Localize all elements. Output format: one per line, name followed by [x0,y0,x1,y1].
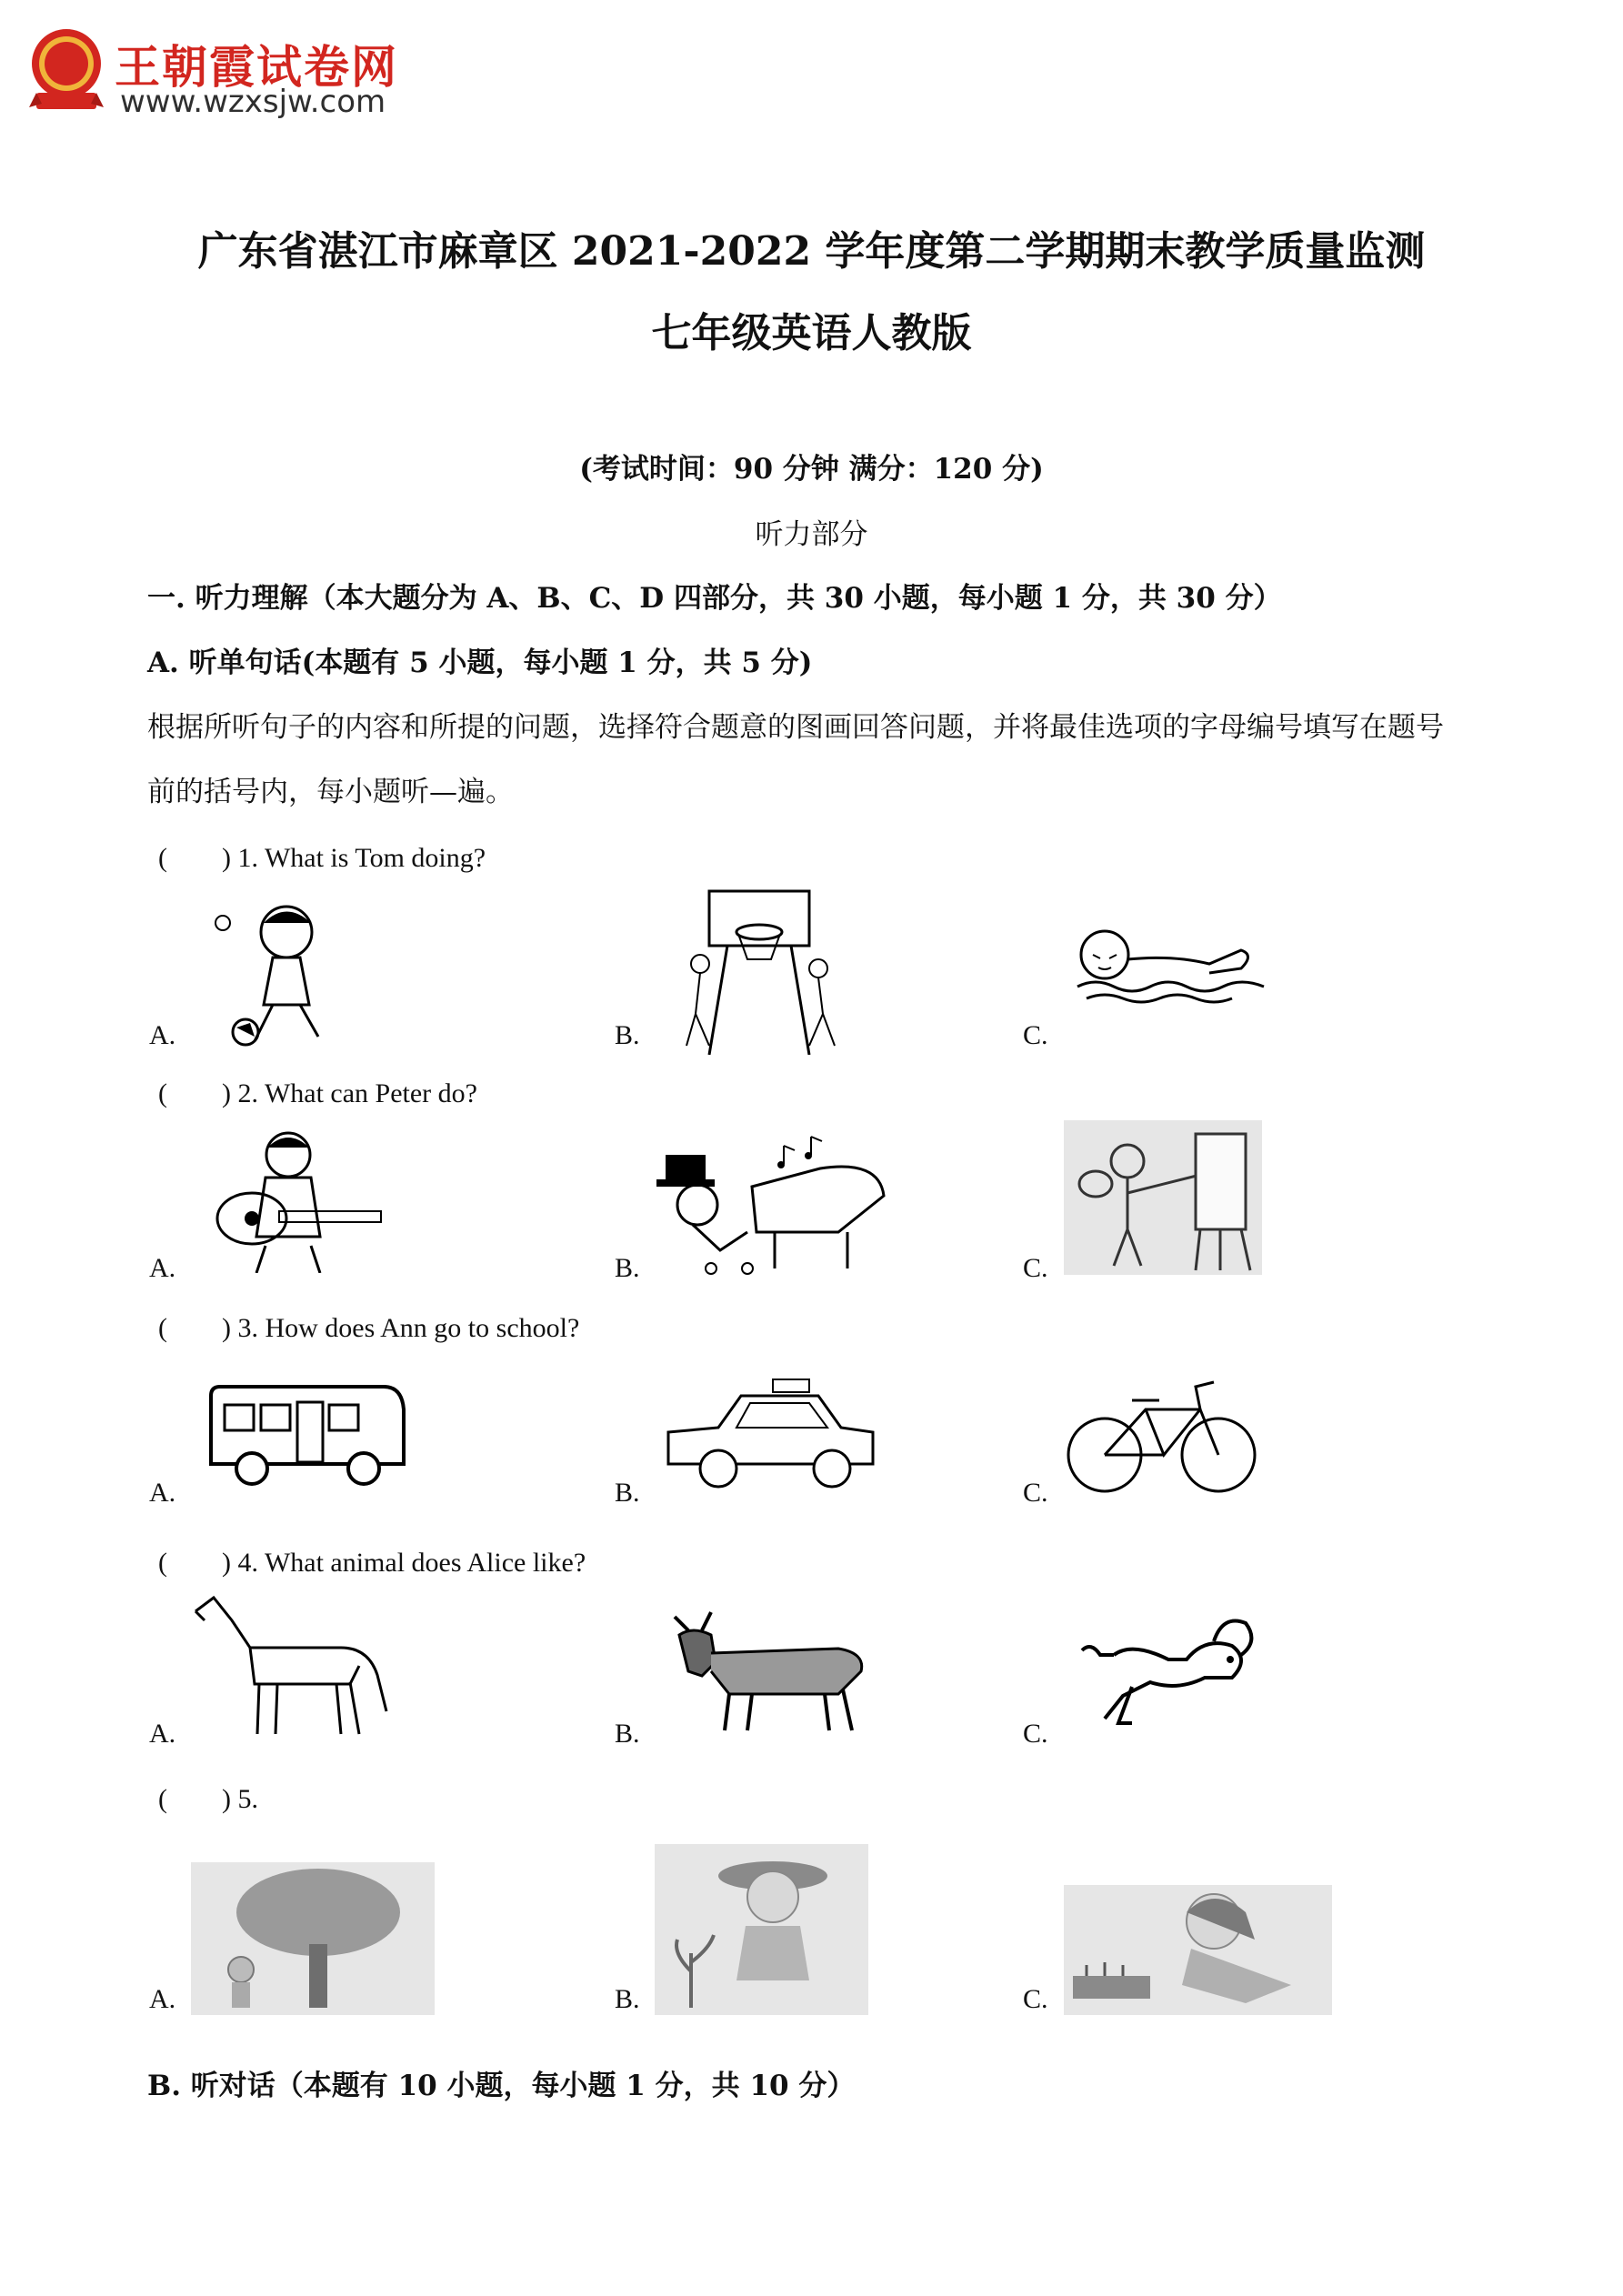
q5-option-b-label: B. [615,1984,640,2014]
question-3-text: ( ) 3. How does Ann go to school? [158,1313,580,1343]
q5-option-a-label: A. [149,1984,176,2014]
question-5-text: ( ) 5. [158,1784,258,1814]
q2-option-c-label: C. [1023,1253,1048,1283]
q1-option-a-label: A. [149,1020,176,1050]
q3-option-c-label: C. [1023,1478,1048,1508]
q3-option-b-label: B. [615,1478,640,1508]
exam-info: (考试时间：90 分钟 满分：120 分) [579,453,1044,486]
tree-icon [191,1862,435,2015]
site-logo [25,25,407,121]
q4-option-a-label: A. [149,1719,176,1749]
q2-option-b-label: B. [615,1253,640,1283]
man-playing-piano-icon [656,1132,888,1278]
q4-option-c-label: C. [1023,1719,1048,1749]
partA-instructions-line2: 前的括号内，每小题听—遍。 [147,776,514,808]
q4-option-b-label: B. [615,1719,640,1749]
person-swimming-icon [1073,918,1268,1005]
q2-option-a-label: A. [149,1253,176,1283]
q3-option-a-label: A. [149,1478,176,1508]
q5-option-c-label: C. [1023,1984,1048,2014]
horse-icon [186,1593,396,1739]
bus-icon [202,1382,411,1491]
bicycle-icon [1064,1373,1264,1500]
logo-badge-icon [25,25,107,116]
question-1-text: ( ) 1. What is Tom doing? [158,843,486,873]
girl-watering-plant-image [655,1844,868,2015]
girl-planting-image [1064,1885,1332,2015]
boy-playing-soccer-icon [200,896,364,1050]
site-url: www.wzxsjw.com [120,84,386,120]
watering-icon [655,1844,868,2015]
question-2-text: ( ) 2. What can Peter do? [158,1078,477,1108]
q1-option-c-label: C. [1023,1020,1048,1050]
girl-under-tree-image [191,1862,435,2015]
man-playing-guitar-icon [202,1128,384,1273]
part1-heading: 一. 听力理解（本大题分为 A、B、C、D 四部分，共 30 小题，每小题 1 分，共 30 分） [147,582,1282,615]
section-label: 听力部分 [755,518,868,551]
partB-heading: B. 听对话（本题有 10 小题，每小题 1 分，共 10 分） [147,2070,856,2102]
site-name: 王朝霞试卷网 [115,41,398,94]
kids-playing-basketball-icon [673,887,846,1055]
goat-icon [656,1608,875,1735]
exam-title-line2: 七年级英语人教版 [651,310,972,356]
dog-icon [1077,1614,1282,1732]
question-4-text: ( ) 4. What animal does Alice like? [158,1548,586,1578]
partA-heading: A. 听单句话(本题有 5 小题，每小题 1 分，共 5 分) [147,647,813,679]
man-painting-image [1064,1120,1262,1275]
man-painting-icon [1064,1120,1262,1275]
exam-title-line1: 广东省湛江市麻章区 2021-2022 学年度第二学期期末教学质量监测 [197,228,1426,275]
partA-instructions-line1: 根据所听句子的内容和所提的问题，选择符合题意的图画回答问题，并将最佳选项的字母编号填写在题号 [147,711,1444,744]
planting-icon [1064,1885,1332,2015]
q1-option-b-label: B. [615,1020,640,1050]
taxi-icon [664,1378,877,1496]
